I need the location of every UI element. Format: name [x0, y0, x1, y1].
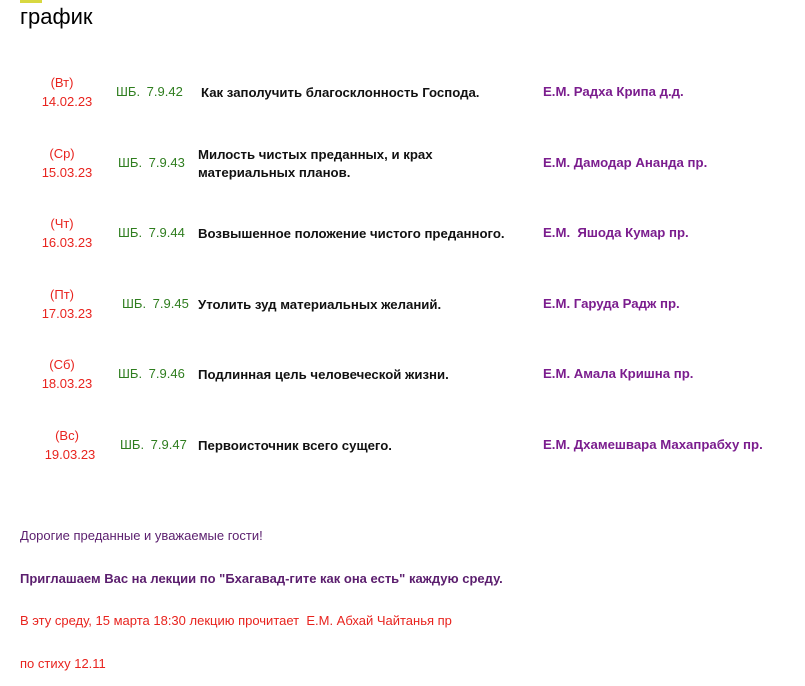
schedule-date: 19.03.23 — [44, 447, 96, 462]
invitation-text: Приглашаем Вас на лекции по "Бхагавад-гите как она есть" каждую среду. — [20, 571, 503, 586]
schedule-date: 15.03.23 — [41, 165, 93, 180]
schedule-speaker: Е.М. Дхамешвара Махапрабху пр. — [543, 437, 763, 452]
schedule-speaker: Е.М. Радха Крипа д.д. — [543, 84, 684, 99]
schedule-date: 17.03.23 — [41, 306, 93, 321]
schedule-topic: Милость чистых преданных, и крах материальных планов. — [198, 147, 433, 180]
schedule-speaker: Е.М. Яшода Кумар пр. — [543, 225, 689, 240]
schedule-topic: Как заполучить благосклонность Господа. — [201, 85, 480, 100]
schedule-day: (Сб) — [49, 357, 75, 372]
schedule-speaker: Е.М. Дамодар Ананда пр. — [543, 155, 708, 170]
page-title: график — [20, 4, 93, 29]
schedule-row-4 — [0, 357, 805, 407]
schedule-topic: Первоисточник всего сущего. — [198, 438, 392, 453]
schedule-row-5 — [0, 428, 805, 478]
schedule-date: 14.02.23 — [41, 94, 93, 109]
schedule-verse: ШБ. 7.9.44 — [118, 225, 185, 240]
schedule-day: (Вс) — [55, 428, 79, 443]
schedule-day: (Вт) — [50, 75, 74, 90]
schedule-verse: ШБ. 7.9.47 — [120, 437, 187, 452]
schedule-day: (Чт) — [50, 216, 74, 231]
schedule-row-3 — [0, 287, 805, 337]
lecture-announcement: В эту среду, 15 марта 18:30 лекцию прочитает Е.М. Абхай Чайтанья пр — [20, 613, 452, 628]
schedule-row-2 — [0, 216, 805, 266]
schedule-row-1 — [0, 146, 805, 196]
schedule-topic: Утолить зуд материальных желаний. — [198, 297, 442, 312]
greeting-text: Дорогие преданные и уважаемые гости! — [20, 528, 263, 543]
schedule-verse: ШБ. 7.9.46 — [118, 366, 185, 381]
schedule-topic: Подлинная цель человеческой жизни. — [198, 367, 449, 382]
schedule-day: (Пт) — [50, 287, 74, 302]
cropped-header-strip — [20, 0, 270, 3]
verse-reference: по стиху 12.11 — [20, 656, 106, 671]
schedule-speaker: Е.М. Амала Кришна пр. — [543, 366, 694, 381]
schedule-speaker: Е.М. Гаруда Радж пр. — [543, 296, 680, 311]
schedule-verse: ШБ. 7.9.42 — [116, 84, 183, 99]
schedule-verse: ШБ. 7.9.43 — [118, 155, 185, 170]
schedule-topic: Возвышенное положение чистого преданного. — [198, 226, 505, 241]
cropped-highlight-mark — [20, 0, 42, 3]
schedule-row-0 — [0, 75, 805, 125]
schedule-date: 18.03.23 — [41, 376, 93, 391]
schedule-verse: ШБ. 7.9.45 — [122, 296, 189, 311]
schedule-date: 16.03.23 — [41, 235, 93, 250]
schedule-day: (Ср) — [49, 146, 75, 161]
